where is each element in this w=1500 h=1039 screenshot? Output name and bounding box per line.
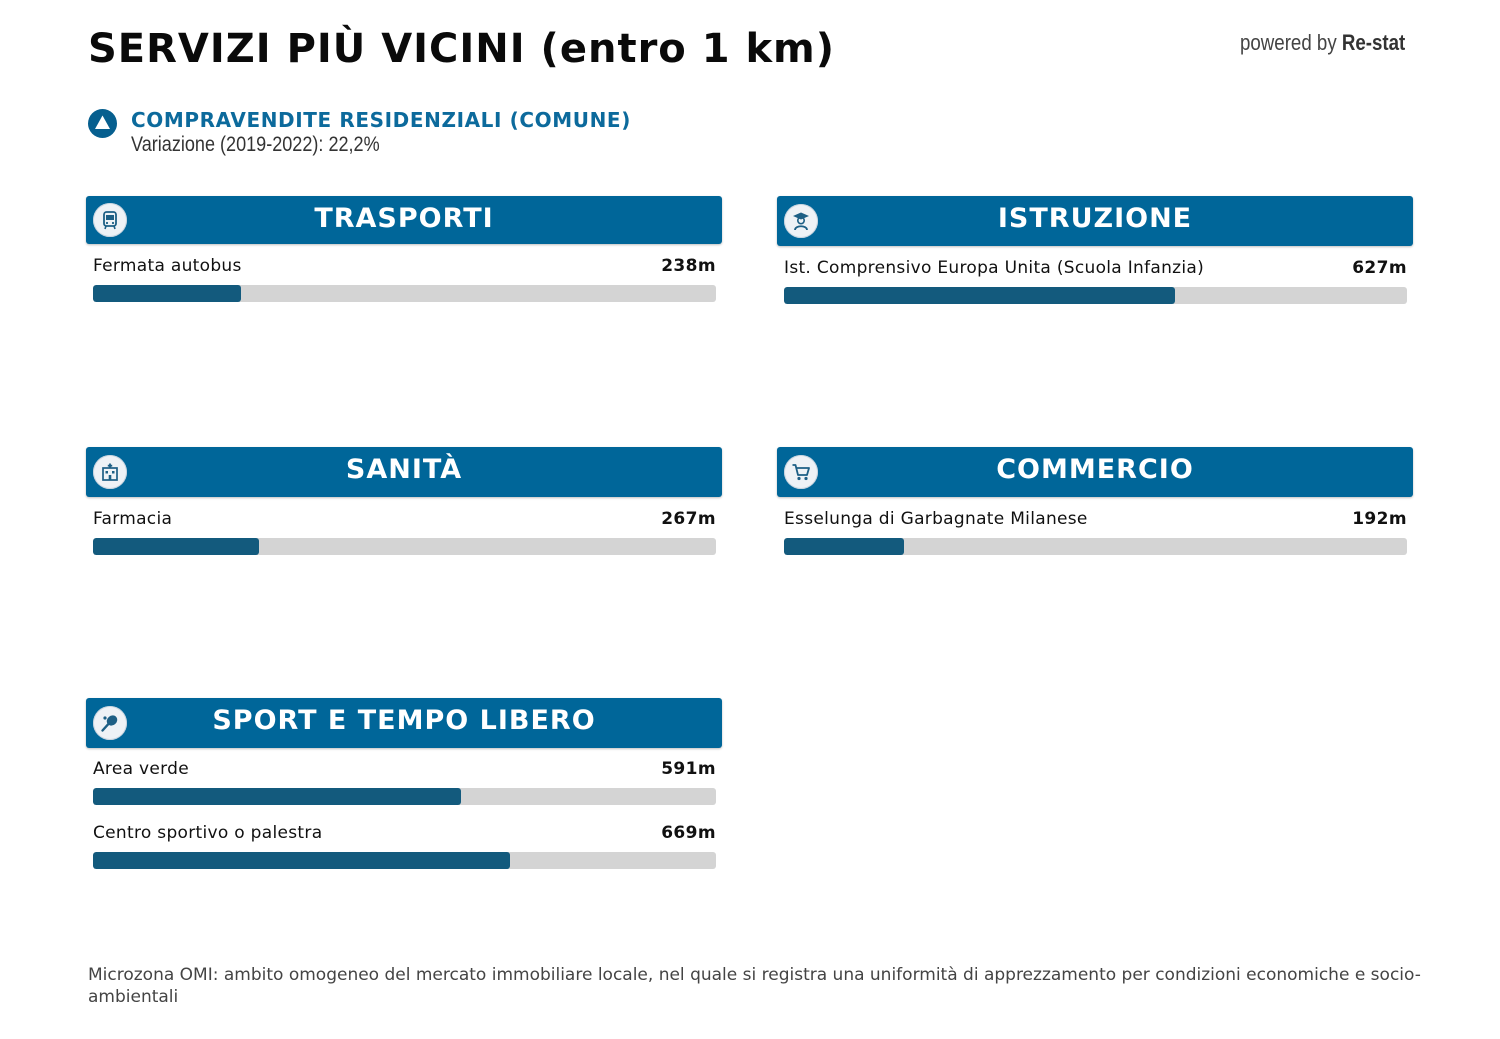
category-card-sport [86, 698, 722, 876]
page-title: SERVIZI PIÙ VICINI (entro 1 km) [88, 26, 836, 72]
service-name: Centro sportivo o palestra [93, 823, 323, 843]
service-name: Ist. Comprensivo Europa Unita (Scuola Infanzia) [784, 258, 1205, 278]
distance-bar-track [93, 538, 716, 555]
distance-bar-fill [93, 788, 461, 805]
service-distance: 627m [1352, 258, 1407, 278]
distance-bar-track [784, 287, 1407, 304]
category-title: ISTRUZIONE [997, 203, 1193, 234]
service-distance: 192m [1352, 509, 1407, 529]
service-row [86, 748, 722, 812]
brand-name: Re-stat [1341, 30, 1406, 55]
category-header [86, 196, 722, 244]
service-row [777, 497, 1413, 561]
category-card-sanita [86, 447, 722, 561]
distance-bar-track [93, 285, 716, 302]
category-title: TRASPORTI [314, 203, 494, 234]
distance-bar-track [784, 538, 1407, 555]
powered-by-prefix: powered by [1240, 30, 1337, 55]
stat-subtitle: Variazione (2019-2022): 22,2% [131, 133, 380, 156]
service-distance: 238m [661, 256, 716, 276]
category-card-trasporti [86, 196, 722, 308]
distance-bar-fill [784, 287, 1175, 304]
category-header [777, 447, 1413, 497]
category-title: COMMERCIO [996, 454, 1194, 485]
triangle-up-icon [88, 109, 117, 138]
service-name: Farmacia [93, 509, 173, 529]
service-distance: 267m [661, 509, 716, 529]
service-row [86, 244, 722, 308]
category-header [777, 196, 1413, 246]
powered-by-label [1240, 30, 1405, 56]
service-distance: 669m [661, 823, 716, 843]
distance-bar-track [93, 788, 716, 805]
service-name: Area verde [93, 759, 189, 779]
category-title: SANITÀ [345, 454, 463, 485]
category-header [86, 447, 722, 497]
distance-bar-fill [93, 285, 241, 302]
service-row [86, 812, 722, 876]
distance-bar-track [93, 852, 716, 869]
distance-bar-fill [784, 538, 904, 555]
category-card-commercio [777, 447, 1413, 561]
service-row [777, 246, 1413, 310]
service-name: Fermata autobus [93, 256, 242, 276]
distance-bar-fill [93, 852, 510, 869]
category-title: SPORT E TEMPO LIBERO [212, 705, 596, 736]
service-distance: 591m [661, 759, 716, 779]
category-card-istruzione [777, 196, 1413, 310]
service-row [86, 497, 722, 561]
category-header [86, 698, 722, 748]
distance-bar-fill [93, 538, 259, 555]
service-name: Esselunga di Garbagnate Milanese [784, 509, 1088, 529]
footer-note: Microzona OMI: ambito omogeneo del mercato immobiliare locale, nel quale si registra una uniformità di apprezzamento per condizioni economiche e socio-ambientali [88, 965, 1421, 1007]
stat-title: COMPRAVENDITE RESIDENZIALI (COMUNE) [131, 108, 631, 132]
